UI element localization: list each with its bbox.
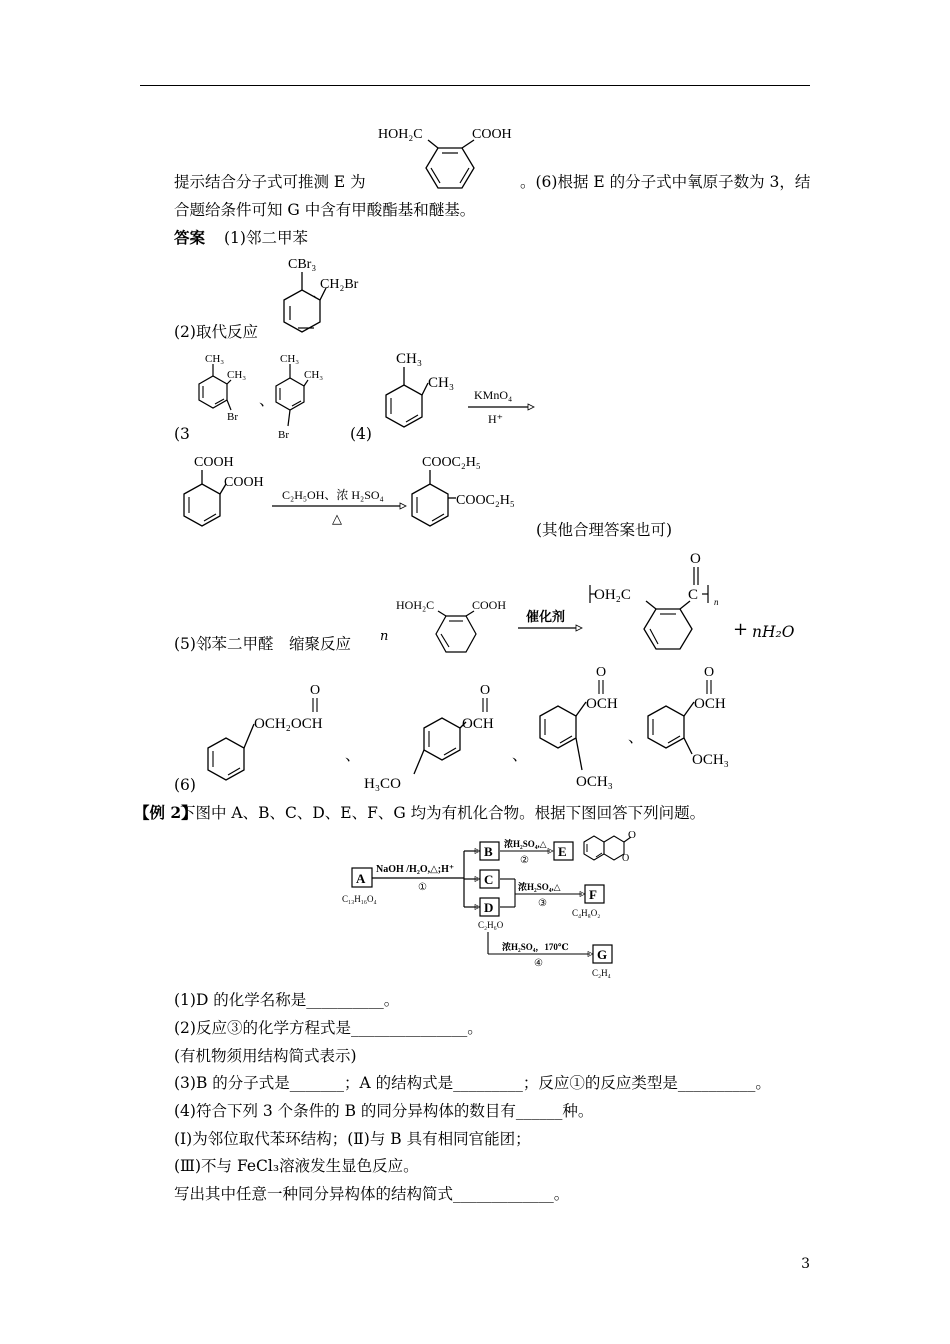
- scheme-label-C: C: [484, 872, 494, 887]
- chem-label: COOH: [472, 127, 512, 142]
- scheme-label-G: G: [597, 947, 608, 962]
- structure-E-monomer: [396, 592, 526, 662]
- scheme-label-B: B: [484, 844, 493, 859]
- structure-E: [378, 120, 528, 195]
- chem-label: HOH₂C: [396, 598, 435, 612]
- chem-label: CH₃: [428, 375, 455, 391]
- chem-label: OH₂C: [594, 587, 631, 603]
- answer-2: (2)取代反应: [174, 323, 258, 341]
- chem-label: COOC₂H₅: [422, 455, 481, 470]
- scheme-formula-G: C₂H₄: [592, 968, 611, 978]
- answer-title: 答案: [174, 228, 206, 247]
- chem-label: OCH₃: [576, 774, 613, 790]
- chem-label: C: [688, 587, 699, 603]
- scheme-step-2: ②: [520, 855, 529, 866]
- chem-label: KMnO₄: [474, 388, 513, 402]
- chem-label: H⁺: [488, 412, 503, 426]
- chem-label: CH₃: [304, 369, 324, 381]
- chem-label: COOH: [472, 598, 507, 612]
- water-product: nH₂O: [752, 623, 795, 641]
- chem-label: COOH: [224, 475, 264, 490]
- structure-polyester: [588, 545, 738, 675]
- chem-label: △: [332, 511, 342, 526]
- isomer-sep-1: 、: [345, 746, 361, 764]
- isomer-3: [532, 660, 652, 792]
- question-4: (4)符合下列 3 个条件的 B 的同分异构体的数目有______种。: [174, 1102, 594, 1120]
- structure-3a: [185, 350, 265, 430]
- scheme-label-F: F: [589, 887, 597, 902]
- chem-label: COOC₂H₅: [456, 493, 515, 508]
- isomer-2: [362, 676, 522, 794]
- chem-label: O: [596, 665, 607, 680]
- answer-4: (4): [350, 425, 372, 443]
- scheme-cond-4: 浓H₂SO₄，170℃: [502, 942, 569, 952]
- answer-3-sep: 、: [259, 391, 275, 409]
- chem-label: OCH₃: [692, 752, 729, 768]
- scheme-label-A: A: [356, 871, 366, 886]
- lactone-carbonyl-o: O: [628, 829, 636, 841]
- condition-3: (Ⅲ)不与 FeCl₃溶液发生显色反应。: [174, 1157, 419, 1175]
- other-answers-ok: (其他合理答案也可): [536, 521, 673, 539]
- chem-label: n: [714, 597, 719, 607]
- isomer-sep-2: 、: [512, 746, 528, 764]
- structure-diethyl-phthalate: [402, 448, 542, 533]
- chem-label: O: [704, 665, 715, 680]
- condition-1-2: (Ⅰ)为邻位取代苯环结构；(Ⅱ)与 B 具有相同官能团；: [174, 1130, 531, 1148]
- question-3: (3)B 的分子式是_______；A 的结构式是_________；反应①的反应类型是__________。: [174, 1074, 771, 1092]
- coef-n: n: [380, 629, 389, 644]
- chem-label: 催化剂: [526, 609, 566, 624]
- reaction-scheme: [340, 828, 660, 980]
- chem-label: OCH: [586, 696, 618, 712]
- chem-label: CH₃: [205, 353, 225, 365]
- chem-label: O: [310, 683, 321, 698]
- arrow-catalyst: [518, 606, 586, 636]
- page-number: 3: [801, 1256, 810, 1272]
- chem-label: CH₂Br: [320, 277, 359, 292]
- question-1: (1)D 的化学名称是__________。: [174, 991, 400, 1009]
- plus-sign: +: [733, 619, 749, 640]
- isomer-sep-3: 、: [628, 728, 644, 746]
- chem-label: CH₃: [280, 353, 300, 365]
- scheme-formula-A: C₁₃H₁₆O₄: [342, 894, 377, 904]
- example-intro: 下图中 A、B、C、D、E、F、G 均为有机化合物。根据下图回答下列问题。: [180, 804, 706, 822]
- chem-label: Br: [227, 411, 238, 423]
- isomer-4: [640, 660, 760, 775]
- question-4-write: 写出其中任意一种同分异构体的结构简式_____________。: [174, 1185, 570, 1203]
- answer-3: (3: [174, 425, 190, 443]
- chem-label: Br: [278, 429, 289, 441]
- scheme-label-D: D: [484, 900, 494, 915]
- scheme-formula-D: C₂H₆O: [478, 920, 504, 930]
- header-rule: [140, 85, 810, 86]
- arrow-kmno4: [468, 385, 538, 430]
- e-hint-right: 。(6)根据 E 的分子式中氧原子数为 3，结: [520, 173, 811, 191]
- chem-label: CH₃: [227, 369, 247, 381]
- scheme-cond-1: NaOH /H₂O,△;H⁺: [376, 864, 455, 875]
- scheme-step-1: ①: [418, 882, 427, 893]
- structure-phthalic-acid: [176, 448, 286, 533]
- structure-3b: [266, 350, 346, 440]
- scheme-step-3: ③: [538, 898, 547, 909]
- lactone-ring-o: O: [622, 853, 630, 864]
- chem-label: OCH₂OCH: [254, 716, 323, 732]
- chem-label: O: [480, 683, 491, 698]
- question-2: (2)反应③的化学方程式是_______________。: [174, 1019, 483, 1037]
- question-2-note: (有机物须用结构简式表示): [174, 1047, 357, 1065]
- chem-label: COOH: [194, 455, 234, 470]
- chem-label: CH₃: [396, 351, 423, 367]
- scheme-step-4: ④: [534, 958, 543, 969]
- scheme-cond-3: 浓H₂SO₄,△: [518, 882, 561, 892]
- chem-label: C₂H₅OH、浓 H₂SO₄: [282, 488, 384, 502]
- scheme-label-E: E: [558, 844, 567, 859]
- structure-o-xylene: [378, 345, 478, 440]
- scheme-formula-F: C₄H₈O₂: [572, 908, 601, 918]
- hint-line-2: 合题给条件可知 G 中含有甲酸酯基和醚基。: [174, 201, 476, 219]
- chem-label: HOH₂C: [378, 127, 423, 142]
- chem-label: CBr₃: [288, 257, 317, 272]
- chem-label: OCH: [694, 696, 726, 712]
- chem-label: H₃CO: [364, 776, 401, 792]
- answer-5: (5)邻苯二甲醛 缩聚反应: [174, 635, 351, 653]
- answer-6: (6): [174, 776, 196, 794]
- arrow-esterification: [272, 485, 412, 530]
- answer-1: (1)邻二甲苯: [224, 229, 308, 247]
- isomer-1: [200, 676, 360, 786]
- e-hint-left: 提示结合分子式可推测 E 为: [174, 173, 366, 191]
- structure-cbr3-ch2br: [268, 252, 388, 342]
- chem-label: OCH: [462, 716, 494, 732]
- example-label: 【例 2】: [134, 803, 197, 822]
- chem-label: O: [690, 551, 701, 567]
- scheme-cond-2: 浓H₂SO₄,△: [504, 839, 547, 849]
